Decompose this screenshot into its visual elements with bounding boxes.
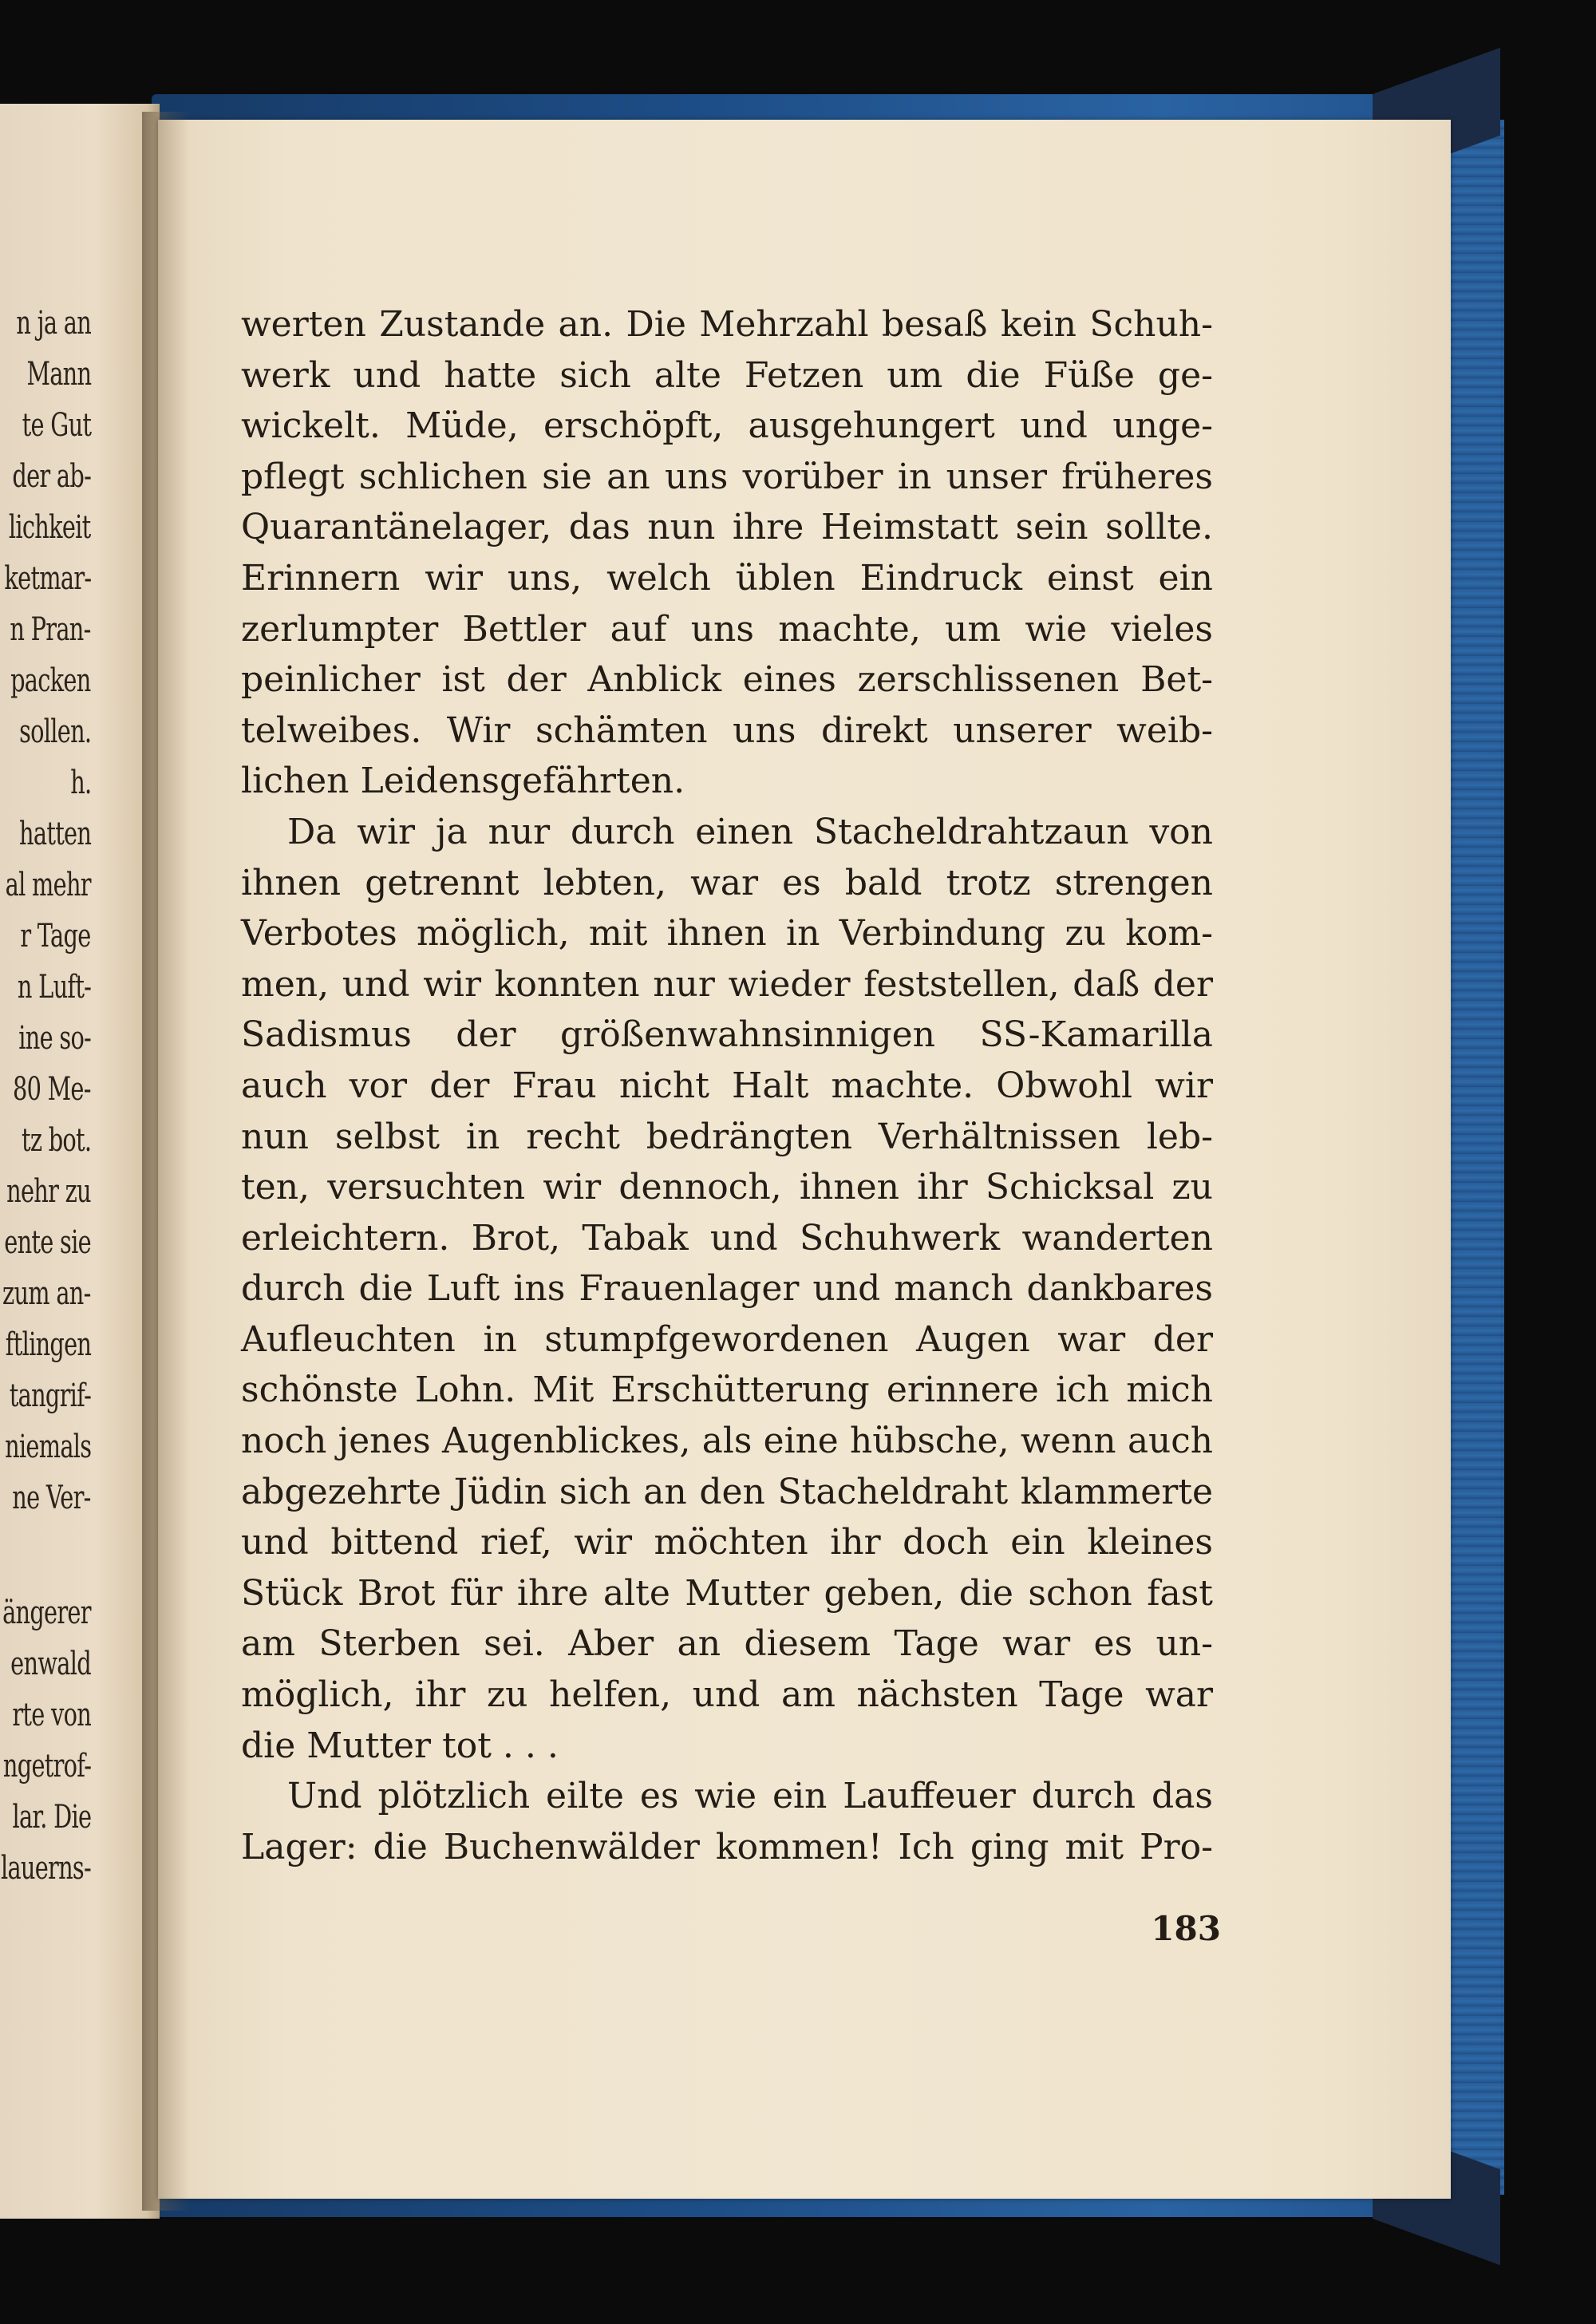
gutter-shadow (142, 112, 190, 2211)
left-fragment: enwald (10, 1646, 91, 1682)
text-line: auch vor der Frau nicht Halt machte. Obwohl wir (241, 1065, 1213, 1106)
text-line: werk und hatte sich alte Fetzen um die Füße ge- (241, 354, 1213, 396)
text-line: Und plötzlich eilte es wie ein Lauffeuer durch das (287, 1776, 1213, 1817)
text-line: am Sterben sei. Aber an diesem Tage war es un- (241, 1623, 1213, 1665)
text-line: telweibes. Wir schämten uns direkt unserer weib- (241, 709, 1213, 751)
left-fragment: 80 Me- (13, 1071, 91, 1108)
text-line: Da wir ja nur durch einen Stacheldrahtzaun von (287, 811, 1213, 852)
text-line: Verbotes möglich, mit ihnen in Verbindung zu kom- (241, 913, 1213, 955)
text-line: zerlumpter Bettler auf uns machte, um wie vieles (241, 608, 1213, 650)
left-fragment: r Tage (20, 918, 91, 955)
left-fragment: hatten (18, 816, 91, 852)
left-fragment: Mann (26, 356, 91, 393)
text-line: wickelt. Müde, erschöpft, ausgehungert und unge- (241, 405, 1213, 447)
left-fragment: niemals (4, 1429, 91, 1465)
page-number: 183 (1151, 1909, 1221, 1948)
left-fragment: lauerns- (0, 1850, 91, 1887)
text-line: die Mutter tot . . . (241, 1725, 559, 1766)
left-fragment: ngetrof- (2, 1748, 91, 1785)
left-fragment: ente sie (4, 1224, 91, 1261)
left-fragment: ängerer (2, 1595, 91, 1631)
left-fragment: sollen. (18, 713, 91, 750)
left-fragment: n Pran- (10, 611, 91, 648)
text-line: Quarantänelager, das nun ihre Heimstatt sein sollte. (241, 507, 1213, 548)
text-line: Aufleuchten in stumpfgewordenen Augen war der (241, 1318, 1213, 1360)
left-fragment: zum an- (2, 1275, 91, 1312)
text-line: abgezehrte Jüdin sich an den Stacheldraht klammerte (241, 1471, 1213, 1512)
left-fragment: n ja an (16, 305, 91, 342)
left-fragment: tz bot. (21, 1122, 91, 1159)
left-fragment: tangrif- (9, 1377, 91, 1414)
text-line: noch jenes Augenblickes, als eine hübsche, wenn auch (241, 1421, 1213, 1462)
left-fragment: te Gut (22, 407, 91, 444)
text-line: schönste Lohn. Mit Erschütterung erinnere ich mich (241, 1370, 1213, 1411)
text-line: Erinnern wir uns, welch üblen Eindruck einst ein (241, 557, 1213, 599)
left-fragment: packen (10, 662, 91, 699)
text-line: erleichtern. Brot, Tabak und Schuhwerk wanderten (241, 1217, 1213, 1259)
text-line: Lager: die Buchenwälder kommen! Ich ging mit Pro- (241, 1826, 1213, 1868)
left-fragment: n Luft- (17, 969, 91, 1006)
text-line: möglich, ihr zu helfen, und am nächsten Tage war (241, 1674, 1213, 1716)
left-fragment: rte von (12, 1697, 91, 1733)
left-facing-page (0, 104, 160, 2219)
left-fragment: lichkeit (9, 509, 91, 546)
body-text (241, 299, 1213, 1872)
left-fragment: nehr zu (6, 1173, 91, 1210)
left-fragment: ketmar- (3, 560, 91, 597)
text-line: und bittend rief, wir möchten ihr doch ein kleines (241, 1522, 1213, 1563)
text-line: werten Zustande an. Die Mehrzahl besaß kein Schuh- (241, 304, 1213, 345)
text-line: lichen Leidensgefährten. (241, 761, 685, 802)
text-line: Sadismus der größenwahnsinnigen SS-Kamarilla (241, 1014, 1213, 1056)
text-line: durch die Luft ins Frauenlager und manch dankbares (241, 1268, 1213, 1310)
left-fragment: der ab- (12, 458, 91, 495)
left-fragment: al mehr (5, 867, 91, 903)
text-line: Stück Brot für ihre alte Mutter geben, die schon fast (241, 1572, 1213, 1614)
text-line: pflegt schlichen sie an uns vorüber in unser früheres (241, 456, 1213, 497)
text-line: men, und wir konnten nur wieder feststellen, daß der (241, 963, 1213, 1005)
text-line: ihnen getrennt lebten, war es bald trotz strengen (241, 862, 1213, 903)
left-fragment: ine so- (18, 1020, 91, 1057)
left-fragment: ftlingen (5, 1326, 91, 1363)
left-fragment: lar. Die (12, 1799, 91, 1836)
text-line: ten, versuchten wir dennoch, ihnen ihr Schicksal zu (241, 1167, 1213, 1208)
text-line: nun selbst in recht bedrängten Verhältnissen leb- (241, 1116, 1213, 1157)
text-line: peinlicher ist der Anblick eines zerschlissenen Bet- (241, 659, 1213, 701)
left-fragment: h. (69, 765, 91, 801)
left-fragment: ne Ver- (12, 1480, 91, 1516)
